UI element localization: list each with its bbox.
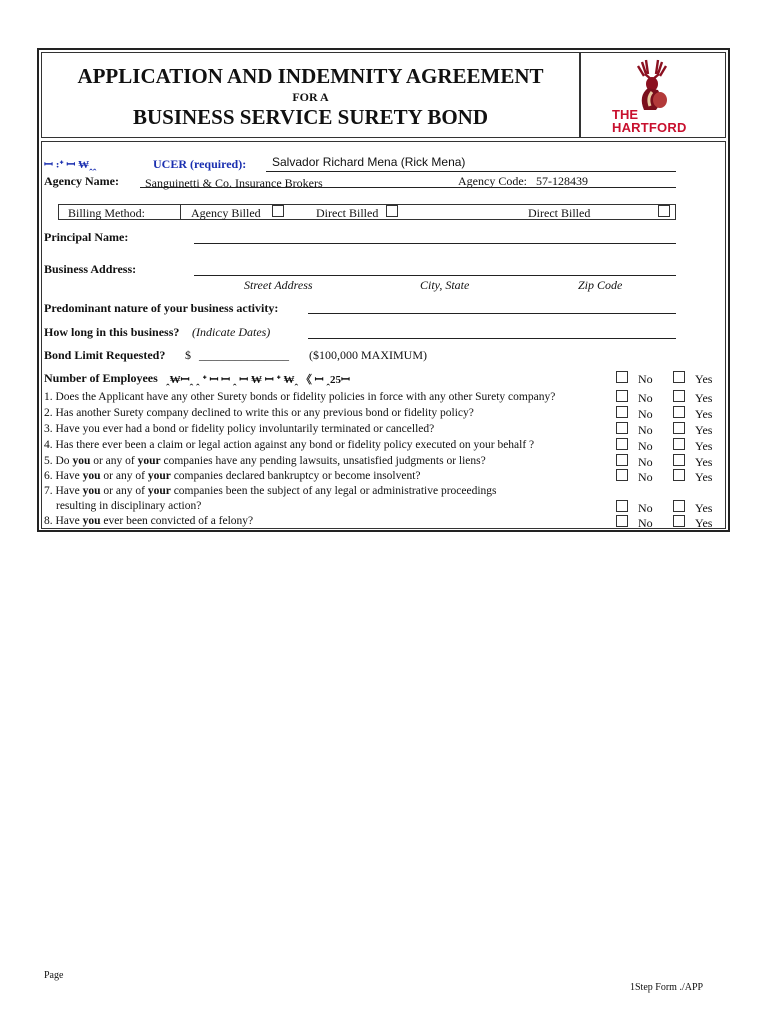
question-4: 4. Has there ever been a claim or legal action against any bond or fidelity policy executed on your behalf ? (44, 439, 535, 451)
q3-no-checkbox[interactable] (616, 422, 628, 434)
direct-billed-checkbox-2[interactable] (658, 205, 670, 217)
question-8-you: you (82, 515, 101, 527)
how-long-line[interactable] (308, 338, 676, 339)
question-5-post: companies have any pending lawsuits, unsatisfied judgments or liens? (160, 455, 486, 467)
employees-no-checkbox[interactable] (616, 371, 628, 383)
question-6 (44, 470, 421, 482)
business-address-line[interactable] (194, 275, 676, 276)
business-address-label: Business Address: (44, 262, 137, 276)
question-1: 1. Does the Applicant have any other Surety bonds or fidelity policies in force with any other Surety company? (44, 391, 556, 403)
footer-page-label: Page (44, 970, 64, 981)
city-state-caption: City, State (420, 278, 470, 292)
q8-yes-checkbox[interactable] (673, 515, 685, 527)
q7-no-label: No (638, 501, 653, 515)
q4-yes-checkbox[interactable] (673, 438, 685, 450)
employees-yes-checkbox[interactable] (673, 371, 685, 383)
how-long-label: How long in this business? (44, 325, 180, 339)
employees-label: Number of Employees (44, 371, 158, 385)
q2-no-label: No (638, 407, 653, 421)
footer-form-id: 1Step Form ./APP (630, 982, 704, 993)
q2-no-checkbox[interactable] (616, 406, 628, 418)
q8-yes-label: Yes (695, 516, 713, 530)
question-8-post: ever been convicted of a felony? (100, 515, 254, 527)
q6-yes-label: Yes (695, 470, 713, 484)
q2-yes-label: Yes (695, 407, 713, 421)
street-address-caption: Street Address (244, 278, 313, 292)
producer-label: UCER (required): (153, 157, 247, 171)
question-5 (44, 455, 486, 467)
business-nature-line[interactable] (308, 313, 676, 314)
q3-no-label: No (638, 423, 653, 437)
q4-no-label: No (638, 439, 653, 453)
q6-no-label: No (638, 470, 653, 484)
title-line-1: APPLICATION AND INDEMNITY AGREEMENT (77, 64, 544, 88)
billing-option-agency-label: Agency Billed (191, 206, 261, 220)
question-2: 2. Has another Surety company declined to write this or any previous bond or fidelity policy? (44, 407, 474, 419)
q1-no-label: No (638, 391, 653, 405)
agency-code-label: Agency Code: (458, 174, 527, 188)
q6-yes-checkbox[interactable] (673, 469, 685, 481)
q8-no-label: No (638, 516, 653, 530)
q1-yes-checkbox[interactable] (673, 390, 685, 402)
q1-yes-label: Yes (695, 391, 713, 405)
producer-value[interactable]: Salvador Richard Mena (Rick Mena) (272, 155, 466, 169)
billing-divider (180, 204, 181, 220)
billing-option-direct-label: Direct Billed (316, 206, 379, 220)
q3-yes-checkbox[interactable] (673, 422, 685, 434)
question-7-line-2: resulting in disciplinary action? (56, 500, 202, 512)
question-6-your: your (147, 470, 171, 482)
principal-name-label: Principal Name: (44, 230, 129, 244)
employees-no-label: No (638, 372, 653, 386)
title-line-2: FOR A (292, 90, 329, 104)
q7-no-checkbox[interactable] (616, 500, 628, 512)
billing-option-direct-label-2: Direct Billed (528, 206, 591, 220)
bond-limit-field[interactable]: _______________ (199, 348, 289, 362)
question-5-pre: 5. Do (44, 455, 73, 467)
employees-yes-label: Yes (695, 372, 713, 386)
question-8-pre: 8. Have (44, 515, 83, 527)
billing-method-label: Billing Method: (68, 206, 146, 220)
agency-code-value[interactable]: 57-128439 (536, 174, 588, 188)
producer-label-garbled: ꟷ ꞉ᐩ ꟷ ₩ꞈꞈ (44, 159, 97, 171)
bond-dollar-sign: $ (185, 348, 191, 362)
question-7-you: you (82, 485, 101, 497)
agency-name-label: Agency Name: (44, 174, 119, 188)
agency-name-value[interactable]: Sanguinetti & Co. Insurance Brokers (145, 176, 323, 190)
employees-label-garbled: ꞈ₩ꟷꞈ ꞈ ᐩ ꟷ ꟷ ꞈ ꟷ ₩ ꟷ ᐩ ₩ꞈ 《 ꟷ ꞈ25ꟷ (166, 374, 350, 386)
question-7-your: your (147, 485, 171, 497)
question-6-you: you (82, 470, 101, 482)
q5-no-checkbox[interactable] (616, 454, 628, 466)
logo-text-hartford: HARTFORD (612, 120, 687, 135)
q5-no-label: No (638, 455, 653, 469)
bond-max-note: ($100,000 MAXIMUM) (309, 348, 427, 362)
question-6-mid: or any of (100, 470, 148, 482)
direct-billed-checkbox[interactable] (386, 205, 398, 217)
question-7-pre: 7. Have (44, 485, 83, 497)
question-5-mid: or any of (90, 455, 138, 467)
question-7-post: companies been the subject of any legal or administrative proceedings (170, 485, 497, 497)
q5-yes-label: Yes (695, 455, 713, 469)
q7-yes-checkbox[interactable] (673, 500, 685, 512)
q3-yes-label: Yes (695, 423, 713, 437)
q1-no-checkbox[interactable] (616, 390, 628, 402)
zip-code-caption: Zip Code (578, 278, 623, 292)
q4-yes-label: Yes (695, 439, 713, 453)
how-long-hint: (Indicate Dates) (192, 325, 271, 339)
title-line-3: BUSINESS SERVICE SURETY BOND (132, 105, 488, 129)
question-8 (44, 515, 253, 527)
question-6-pre: 6. Have (44, 470, 83, 482)
question-7 (44, 485, 497, 497)
question-5-your: your (137, 455, 161, 467)
q8-no-checkbox[interactable] (616, 515, 628, 527)
logo-text-the: THE (612, 107, 638, 122)
q7-yes-label: Yes (695, 501, 713, 515)
bond-limit-label: Bond Limit Requested? (44, 348, 166, 362)
agency-underline (140, 187, 676, 188)
agency-billed-checkbox[interactable] (272, 205, 284, 217)
question-6-post: companies declared bankruptcy or become insolvent? (170, 470, 421, 482)
q5-yes-checkbox[interactable] (673, 454, 685, 466)
question-3: 3. Have you ever had a bond or fidelity policy involuntarily terminated or cancelled? (44, 423, 435, 435)
question-7-mid: or any of (100, 485, 148, 497)
q2-yes-checkbox[interactable] (673, 406, 685, 418)
q4-no-checkbox[interactable] (616, 438, 628, 450)
producer-underline (266, 171, 676, 172)
question-5-you: you (72, 455, 91, 467)
q6-no-checkbox[interactable] (616, 469, 628, 481)
principal-name-line[interactable] (194, 243, 676, 244)
business-nature-label: Predominant nature of your business activity: (44, 301, 279, 315)
